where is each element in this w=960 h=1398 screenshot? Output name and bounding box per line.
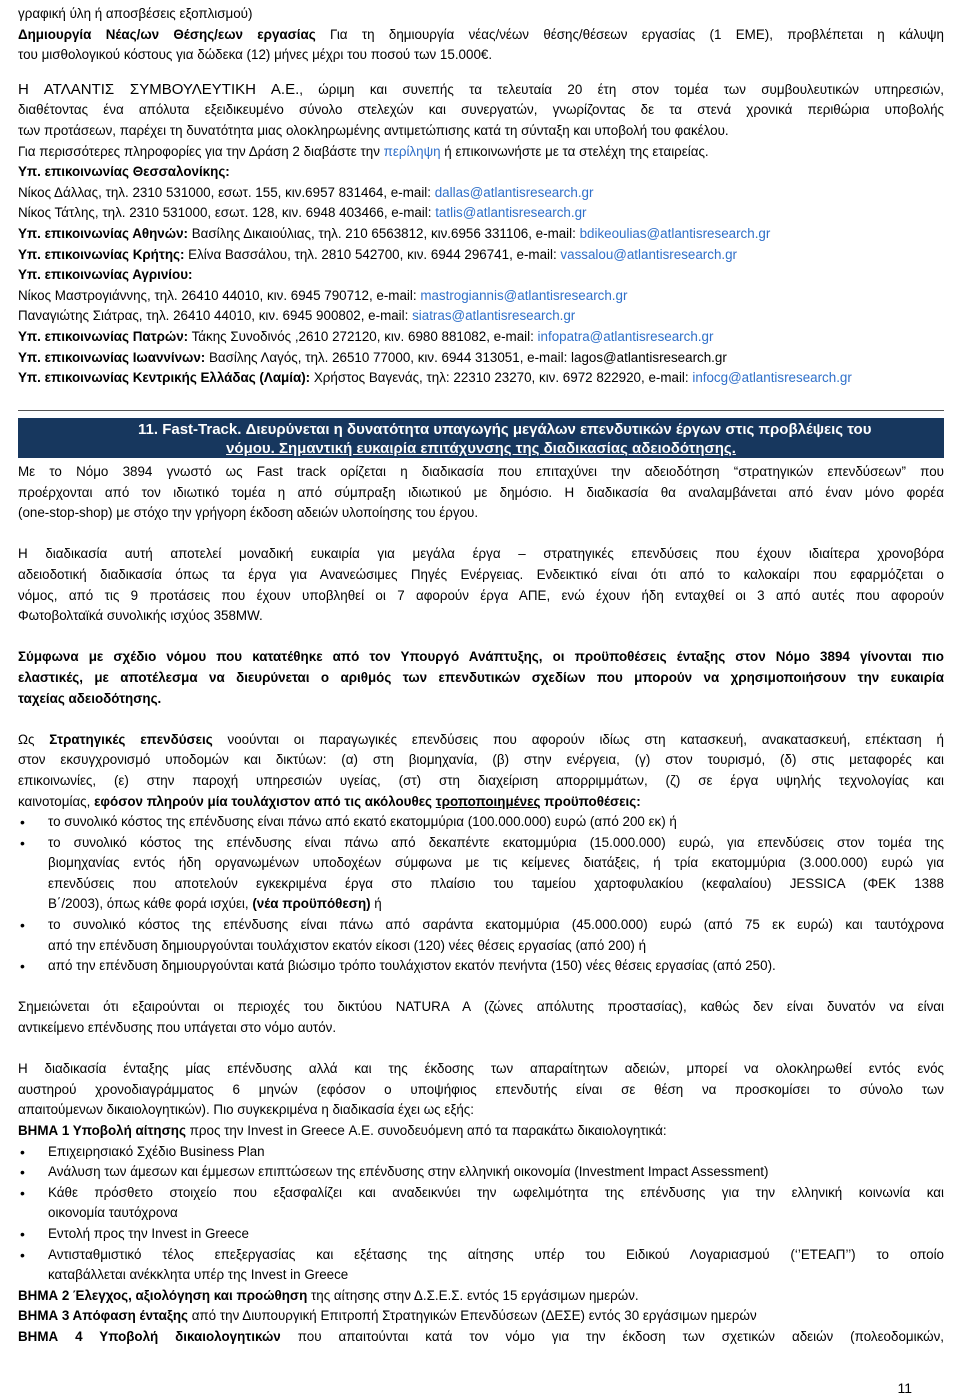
email-link[interactable]: vassalou@atlantisresearch.gr <box>560 246 738 262</box>
email-link[interactable]: bdikeoulias@atlantisresearch.gr <box>579 225 771 241</box>
list-item: • Ανάλυση των άμεσων και έμμεσων επιπτώσεων της επένδυσης στην ελληνική οικονομία (Investment Impact Assessment) <box>18 1162 944 1183</box>
text-span: ή επικοινωνήστε με τα στελέχη της εταιρείας. <box>440 143 709 159</box>
list-item: • το συνολικό κόστος της επένδυσης είναι πάνω από εκατό εκατομμύρια (100.000.000) ευρώ (από 200 εκ) ή <box>18 812 944 833</box>
text-span: Για τη δημιουργία νέας/νέων θέσης/θέσεων εργασίας (1 ΕΜΕ), προβλέπεται η κάλυψη <box>315 26 944 42</box>
list-item: • Επιχειρησιακό Σχέδιο Business Plan <box>18 1142 944 1163</box>
company-name: Η ΑΤΛΑΝΤΙΣ ΣΥΜΒΟΥΛΕΥΤΙΚΗ Α.Ε. <box>18 80 300 98</box>
contact-line <box>18 203 944 224</box>
summary-link[interactable]: περίληψη <box>383 143 441 159</box>
text-line <box>18 730 944 751</box>
text-span: καινοτομίας, <box>18 793 95 809</box>
email-link[interactable]: dallas@atlantisresearch.gr <box>434 184 594 200</box>
text-line: αδειοδοτική διαδικασία όπως τα έργα για Ανανεώσιμες Πηγές Ενέργειας. Ενδεικτικό είναι ότι από το καλοκαίρι που εφαρμόζεται ο <box>18 566 944 582</box>
text-line <box>18 80 944 101</box>
text-span: Νίκος Δάλλας, τηλ. 2310 531000, εσωτ. 155, κιν.6957 831464, e-mail: <box>18 184 435 200</box>
text-span: Βασίλης Δικαιούλιας, τηλ. 210 6563812, κιν.6956 331106, e-mail: <box>187 225 580 241</box>
text-line: Με το Νόμο 3894 γνωστό ως Fast track ορίζεται η διαδικασία που επιταχύνει την αδειοδότηση “στρατηγικών επενδύσεων” που <box>18 464 944 479</box>
step-label: ΒΗΜΑ 4 Υποβολή δικαιολογητικών <box>18 1328 281 1344</box>
list-item: • Αντισταθμιστικό τέλος επεξεργασίας και εξέτασης της αίτησης υπέρ του Ειδικού Λογαριασμού (‘’ΕΤΕΑΠ’’) το οποίο <box>18 1245 944 1266</box>
email-link[interactable]: siatras@atlantisresearch.gr <box>412 308 576 324</box>
text-line <box>18 142 944 163</box>
list-item: • το συνολικό κόστος της επένδυσης είναι πάνω από δεκαπέντε εκατομμύρια (15.000.000) ευρώ, για επενδύσεις στον τομέα της <box>18 833 944 854</box>
list-item: • Κάθε πρόσθετο στοιχείο που εξασφαλίζει και αναδεικνύει την ωφελιμότητα της επένδυσης για την ελληνική κοινωνία και <box>18 1183 944 1204</box>
contact-label: Υπ. επικοινωνίας Θεσσαλονίκης: <box>18 164 230 180</box>
contact-line <box>18 286 944 307</box>
list-item: • Εντολή προς την Invest in Greece <box>18 1224 944 1245</box>
text-span: της αίτησης στην Δ.Σ.Ε.Σ. εντός 15 εργάσιμων ημερών. <box>307 1287 639 1303</box>
contact-line <box>18 327 944 348</box>
text-span: Ελίνα Βασσάλου, τηλ. 2810 542700, κιν. 6944 296741, e-mail: <box>184 246 561 262</box>
section-banner <box>18 418 944 458</box>
text-span: που απαιτούνται κατά τον νόμο για την έκδοση των σχετικών αδειών (πολεοδομικών, <box>280 1328 944 1344</box>
text-line: Η διαδικασία αυτή αποτελεί μοναδική ευκαιρία για μεγάλα έργα – στρατηγικές επενδύσεις που έχουν ιδιαίτερα χρονοβόρα <box>18 546 944 562</box>
contact-line <box>18 348 944 369</box>
list-item-cont: βιομηχανίας εντός ήδη οργανωμένων υποδοχέων σύμφωνα με τις κείμενες διατάξεις, ή τρία εκατομμύρια (3.000.000) ευρώ για <box>48 855 944 871</box>
divider <box>18 410 944 411</box>
text-span: Παναγιώτης Σιάτρας, τηλ. 26410 44010, κιν. 6945 900802, e-mail: <box>18 308 413 324</box>
text-line: Φωτοβολταϊκά συνολικής ισχύος 358MW. <box>18 608 263 624</box>
text-line: του μισθολογικού κόστους για δώδεκα (12) μήνες μέχρι του ποσού των 15.000€. <box>18 47 493 63</box>
text-span: Β΄/2003), όπως κάθε φορά ισχύει, <box>48 896 253 912</box>
contact-label: Υπ. επικοινωνίας Κεντρικής Ελλάδας (Λαμία): <box>18 370 311 386</box>
text-span: Νίκος Τάτλης, τηλ. 2310 531000, εσωτ. 128, κιν. 6948 403466, e-mail: <box>18 205 436 221</box>
step-line <box>18 1306 944 1327</box>
text-line: νόμος, από τις 9 προτάσεις που έχουν υποβληθεί οι 7 αφορούν έργα ΑΠΕ, ενώ έχουν ήδη ενταχθεί οι 3 από αυτές που αφορούν <box>18 587 944 603</box>
step-label: ΒΗΜΑ 2 Έλεγχος, αξιολόγηση και προώθηση <box>18 1287 308 1303</box>
list-item-cont: οικονομία ταυτόχρονα <box>48 1205 178 1221</box>
list-item: • το συνολικό κόστος της επένδυσης είναι πάνω από σαράντα εκατομμύρια (45.000.000) ευρώ (από 75 εκ ευρώ) και ταυτόχρονα <box>18 915 944 936</box>
email-link[interactable]: mastrogiannis@atlantisresearch.gr <box>420 287 628 303</box>
text-line: ταχείας αδειοδότησης. <box>18 690 162 706</box>
text-line: απαιτούμενων δικαιολογητικών). Πιο συγκεκριμένα η διαδικασία έχει ως εξής: <box>18 1102 474 1118</box>
contact-line <box>18 368 944 389</box>
text-span: Νίκος Μαστρογιάννης, τηλ. 26410 44010, κιν. 6945 790712, e-mail: <box>18 287 421 303</box>
bold-term: Στρατηγικές επενδύσεις <box>49 731 213 747</box>
text-line: Σύμφωνα με σχέδιο νόμου που κατατέθηκε από τον Υπουργό Ανάπτυξης, οι προϋποθέσεις ένταξης στον Νόμο 3894 γίνονται πιο <box>18 649 944 665</box>
text-line <box>18 792 944 813</box>
step-line <box>18 1286 944 1307</box>
text-line: Η διαδικασία ένταξης μίας επένδυσης αλλά και της έκδοσης των απαραίτητων αδειών, μπορεί να ολοκληρωθεί εντός ενός <box>18 1061 944 1077</box>
text-line: προέρχονται από τον ιδιωτικό τομέα η από σύμπραξη ιδιωτικού με δημόσιο. Η διαδικασία θα αναλαμβάνεται από έναν μόνο φορέα <box>18 484 944 500</box>
email-link[interactable]: infopatra@atlantisresearch.gr <box>537 328 714 344</box>
step-label: ΒΗΜΑ 1 Υποβολή αίτησης <box>18 1123 186 1138</box>
text-line: αντικείμενο επένδυσης που υπάγεται στο νόμο αυτόν. <box>18 1020 337 1036</box>
text-span: από την Διυπουργική Επιτροπή Στρατηγικών Επενδύσεων (ΔΕΣΕ) εντός 30 εργάσιμων ημερών <box>187 1308 757 1324</box>
bold-term: τροποποιημένες <box>435 793 541 809</box>
bold-term: (νέα προϋπόθεση) <box>252 896 371 912</box>
text-span: ή <box>370 896 382 912</box>
section-body <box>18 462 944 1348</box>
step-line <box>18 1121 944 1142</box>
list-item-cont: επενδύσεις που αποτελούν εγκεκριμένα έργα στο πλαίσιο του ταμείου χαρτοφυλακίου (κεφαλαίου) JESSICA (ΦΕΚ 1388 <box>48 875 944 891</box>
email-link[interactable]: infocg@atlantisresearch.gr <box>692 370 852 386</box>
text-line: Σημειώνεται ότι εξαιρούνται οι περιοχές του δικτύου NATURA A (ζώνες απόλυτης προστασίας), καθώς δεν είναι δυνατόν να είναι <box>18 999 944 1015</box>
contact-line <box>18 183 944 204</box>
list-item: • από την επένδυση δημιουργούνται κατά βιώσιμο τρόπο τουλάχιστον εκατόν πενήντα (150) νέες θέσεις εργασίας (από 250). <box>18 956 944 977</box>
text-line: των προτάσεων, παρέχει τη δυνατότητα μιας ολοκληρωμένης αντιμετώπισης κατά τη σύνταξη και υποβολή του φακέλου. <box>18 122 729 138</box>
text-line: αυστηρού χρονοδιαγράμματος 6 μηνών (εφόσον ο υποψήφιος επενδυτής είναι σε θέση να προσκομίσει το σύνολο των <box>18 1081 944 1097</box>
text-span: Τάκης Συνοδινός ,2610 272120, κιν. 6980 881082, e-mail: <box>188 328 538 344</box>
text-line: ελαστικές, με αποτέλεσμα να διευρύνεται ο αριθμός των επενδυτικών σχεδίων που μπορούν να χρησιμοποιήσουν την ευκαιρία <box>18 669 944 685</box>
text-line: γραφική ύλη ή αποσβέσεις εξοπλισμού) <box>18 6 253 21</box>
text-line: διαθέτοντας ένα απόλυτα εξειδικευμένο σύνολο στελεχών και συνεργατών, γνωρίζοντας δε τα στενά χρονικά περιθώρια υποβολής <box>18 102 944 118</box>
email-link[interactable]: tatlis@atlantisresearch.gr <box>435 205 587 221</box>
contact-label: Υπ. επικοινωνίας Αθηνών: <box>18 225 188 241</box>
bold-term: Δημιουργία Νέας/ων Θέσης/εων εργασίας <box>18 26 316 42</box>
section-subtitle <box>18 440 944 458</box>
text-span: νοούνται οι παραγωγικές επενδύσεις που αφορούν ιδίως στη κατασκευή, ανακατασκευή, επέκταση ή <box>212 731 944 747</box>
page-number: 11 <box>897 1380 912 1396</box>
text-line <box>18 25 944 46</box>
contact-label: Υπ. επικοινωνίας Πατρών: <box>18 328 189 344</box>
step-line <box>18 1327 944 1348</box>
text-line: επικοινωνίες, (ε) στην παροχή υπηρεσιών υγείας, (στ) στη διαχείριση απορριμμάτων, (ζ) σε έργα υψηλής τεχνολογίας και <box>18 772 944 788</box>
contact-line <box>18 224 944 245</box>
text-span: , ώριμη και συνεπής τα τελευταία 20 έτη στον τομέα των συμβουλευτικών υπηρεσιών, <box>299 81 944 97</box>
text-span: Για περισσότερες πληροφορίες για την Δράση 2 διαβάστε την <box>18 143 384 159</box>
text-span: Χρήστος Βαγενάς, τηλ: 22310 23270, κιν. 6972 822920, e-mail: <box>310 370 693 386</box>
contact-label: Υπ. επικοινωνίας Ιωαννίνων: <box>18 349 206 365</box>
text-line: (one-stop-shop) με στόχο την γρήγορη έκδοση αδειών υλοποίησης του έργου. <box>18 505 479 521</box>
bold-term: προϋποθέσεις: <box>540 793 641 809</box>
text-line: στον εκσυγχρονισμό υποδομών και δικτύων: (α) στη βιομηχανία, (β) στην ενέργεια, (γ) στον τουρισμό, (δ) στις μεταφορές και <box>18 752 944 768</box>
bold-term: εφόσον πληρούν μία τουλάχιστον από τις ακόλουθες <box>94 793 436 809</box>
text-span: νόμου. Σημαντική ευκαιρία επιτάχυνσης της διαδικασίας αδειοδότησης. <box>226 440 736 457</box>
contact-label: Υπ. επικοινωνίας Κρήτης: <box>18 246 185 262</box>
contact-line <box>18 245 944 266</box>
text-span: Ως <box>18 731 50 747</box>
step-label: ΒΗΜΑ 3 Απόφαση ένταξης <box>18 1308 188 1324</box>
list-item-cont: από την επένδυση δημιουργούνται τουλάχιστον εκατόν είκοσι (120) νέες θέσεις εργασίας (από 200) ή <box>48 937 647 953</box>
list-item-cont: καταβάλλεται ανέκκλητα υπέρ της Invest in Greece <box>48 1267 349 1283</box>
text-span: Βασίλης Λαγός, τηλ. 26510 77000, κιν. 6944 313051, e-mail: lagos@atlantisresearch.gr <box>205 349 727 365</box>
section-title: 11. Fast-Track. Διευρύνεται η δυνατότητα υπαγωγής μεγάλων επενδυτικών έργων στις προβλέψεις του <box>138 421 872 438</box>
list-item-cont <box>18 894 944 915</box>
contact-line <box>18 306 944 327</box>
contact-label: Υπ. επικοινωνίας Αγρινίου: <box>18 267 193 283</box>
page-content <box>18 4 944 389</box>
text-span: προς την Invest in Greece Α.Ε. συνοδευόμενη από τα παρακάτω δικαιολογητικά: <box>185 1123 667 1138</box>
